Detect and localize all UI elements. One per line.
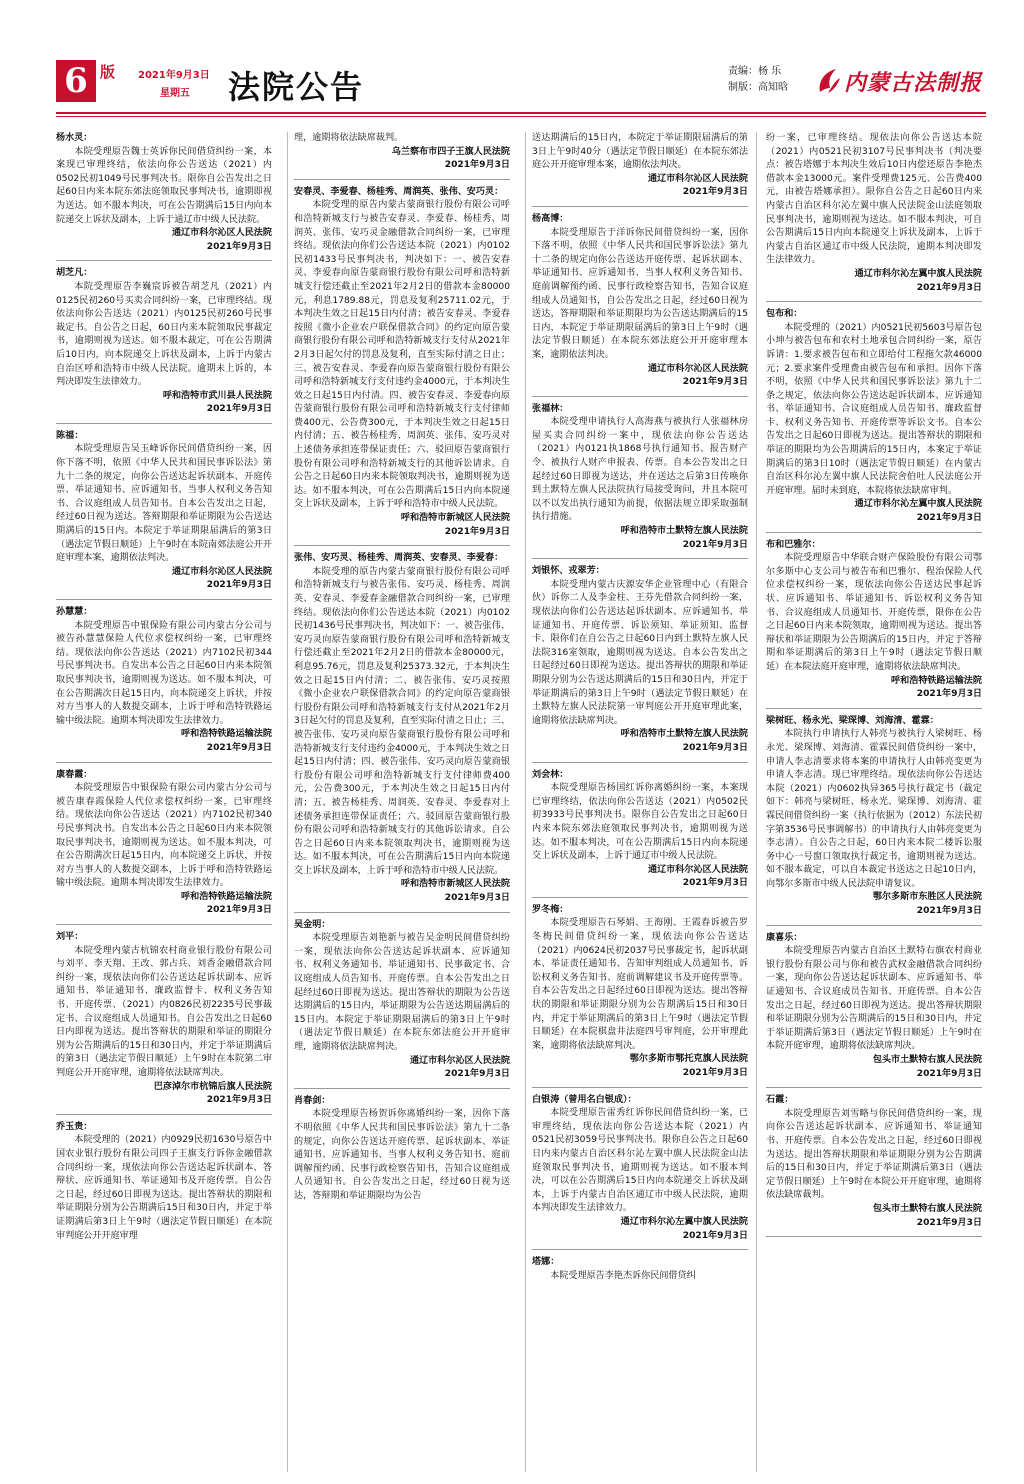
newspaper-name: 内蒙古法制报 (844, 70, 983, 96)
notice-date: 2021年9月3日 (532, 1230, 748, 1251)
notice-party: 安春灵、李爱春、杨桂秀、周润英、张伟、安巧灵： (294, 186, 504, 197)
notice-party: 吴金明： (294, 919, 331, 930)
notice-party: 康春霞： (56, 769, 93, 780)
notice-party: 胡芝凡： (56, 268, 93, 279)
column-divider (525, 132, 526, 1472)
header-rule-thin (56, 116, 986, 117)
column-divider (756, 132, 757, 1472)
notice-court: 呼和浩特铁路运输法院 (891, 675, 982, 686)
notice-date: 2021年9月3日 (56, 241, 272, 262)
notice-party: 康喜乐： (766, 932, 803, 943)
notice-party: 张伟、安巧灵、杨桂秀、周润英、安春灵、李爱春： (294, 553, 504, 564)
notice-party: 刘平： (56, 932, 84, 943)
notice-body: 本院受理原告刘艳新与被告吴金明民间借贷纠纷一案，现依法向你公告送达起诉状副本、应诉通知书、权利义务通知书、举证通知书、民事裁定书、合议庭组成人员告知书、开庭传票。自本公告发出之日起经过60日即视为送达。提出答辩状的期限为公告送达期满后的15日内，举证期限为公告送达期届满后的15日内。本院定于举证期限届满后的第3日上午9时（遇法定节假日顺延）在本院东郊法庭公开开庭审理，逾期将依法缺席判决。 (294, 933, 510, 1052)
court-notice (766, 539, 982, 709)
notice-date: 2021年9月3日 (532, 742, 748, 763)
notice-party: 张福林： (532, 403, 569, 414)
notice-court: 鄂尔多斯市东胜区人民法院 (872, 892, 982, 903)
notice-date: 2021年9月3日 (766, 1068, 982, 1089)
notice-date: 2021年9月3日 (56, 1094, 272, 1115)
notice-date: 2021年9月3日 (532, 376, 748, 397)
court-notice (56, 267, 272, 424)
notice-party: 陈福： (56, 430, 84, 441)
notice-body: 本院受理原告李艳杰诉你民间借贷纠 (550, 1270, 696, 1281)
court-notice (766, 132, 982, 302)
notice-court: 通辽市科尔沁区人民法院 (647, 864, 748, 875)
notice-date: 2021年9月3日 (766, 1217, 982, 1238)
court-notice (294, 919, 510, 1089)
court-notice (532, 1256, 748, 1283)
logo-emblem-icon (816, 66, 842, 96)
court-notice (294, 1095, 510, 1204)
notice-court: 通辽市科尔沁左翼中旗人民法院 (620, 1216, 748, 1227)
issue-date: 2021年9月3日 (138, 70, 210, 81)
notice-body: 本院受理原告雷秀红诉你民间借贷纠纷一案，已审理终结，现依法向你公告送达本院（2021）内0521民初3059号民事判决书。限你自公告之日起60日内来内蒙古自治区科尔沁左翼中旗人民法院金山法庭领取民事判决书，逾期则视为送达。如不服本判决，可以在公告期满后15日内向本院递交上诉状及副本，上诉于内蒙古自治区通辽市中级人民法院，逾期本判决即发生法律效力。 (532, 1108, 748, 1214)
court-notice (766, 308, 982, 533)
court-notice (532, 769, 748, 898)
notice-body: 送达期满后的15日内，本院定于举证期限届满后的第3日上午9时40分（遇法定节假日顺延）在本院东郊法庭公开开庭审理本案，逾期依法判决。 (532, 133, 748, 171)
court-notice (532, 132, 748, 207)
notice-party: 白银涛（曾用名白银成）： (532, 1094, 637, 1105)
notice-court: 鄂尔多斯市鄂托克旗人民法院 (629, 1054, 748, 1065)
notice-body: 本院受理原告石琴娟、王海刚、王霞春诉被告罗冬梅民间借贷纠纷一案，现依法向你公告送达（2021）内0624民初2037号民事裁定书，起诉状副本、举证责任通知书、告知审判组成人员通知书、诉讼权利义务告知书、庭前调解建议书及开庭传票等。自本公告发出之日起经过60日即视为送达。提出答辩状的期限和举证期限分别为公告期满后15日和30日内，并定于举证期满后的第3日上午9时（遇法定节假日顺延）在本院棋盘井法庭四号审判庭，公开审理此案，逾期将依法缺席判决。 (532, 918, 748, 1051)
court-notice (56, 769, 272, 926)
column-divider (287, 132, 288, 1472)
notice-body: 本院受理的（2021）内0929民初1630号原告中国农业银行股份有限公司四子王旗支行诉你金融借款合同纠纷一案，现依法向你公告送达起诉状副本、答辩状、应诉通知书、举证通知书及开庭传票。自公告之日起，经过60日即视为送达。提出答辩状的期限和举证期限分别为公告期满后15日和30日内，并定于举证期满后第3日上午9时（遇法定节假日顺延）在本院审判庭公开开庭审理 (56, 1135, 272, 1241)
notice-court: 通辽市科尔沁区人民法院 (647, 173, 748, 184)
notice-body: 本院受理原告中银保险有限公司内蒙古分公司与被告孙慧慧保险人代位求偿权纠纷一案，已审理终结。现依法向你公告送达（2021）内7102民初344号民事判决书。自发出本公告之日起60日内来本院领取民事判决书，逾期则视为送达。如不服本判决，可在公告期满次日起15日内，向本院递交上诉状，并按对方当事人的人数提交副本，上诉于呼和浩特铁路运输中级法院。逾期本判决即发生法律效力。 (56, 620, 272, 726)
notice-party: 布和巴雅尔： (766, 539, 821, 550)
notice-date: 2021年9月3日 (532, 539, 748, 560)
court-notice (56, 430, 272, 600)
notice-party: 石霞： (766, 1095, 794, 1106)
notice-court: 呼和浩特铁路运输法院 (181, 729, 272, 740)
notice-body: 本院受理申请执行人高海燕与被执行人张福林房屋买卖合同纠纷一案中，现依法向你公告送达（2021）内0121执1868号执行通知书、报告财产令、被执行人财产申报表、传票。自本公告发出之日起经过60日即视为送达，并在送达之后第3日传唤你到土默特左旗人民法院执行局接受询问，并且本院可以不以发出执行通知为前提，依据法规立即采取强制执行措施。 (532, 417, 748, 523)
notice-body: 本院受理原告魏士英诉你民间借贷纠纷一案，本案现已审理终结，依法向你公告送达（2021）内0502民初1049号民事判决书。限你自公告发出之日起60日内来本院东郊法庭领取民事判决书，逾期即视为送达。如不服本判决，可在公告期满后15日内向本院递交上诉状及副本，上诉于通辽市中级人民法院。 (56, 146, 272, 225)
credits (728, 64, 788, 96)
court-notice (532, 403, 748, 560)
notice-court: 通辽市科尔沁区人民法院 (409, 1055, 510, 1066)
notice-court: 呼和浩特铁路运输法院 (181, 891, 272, 902)
court-notice (294, 132, 510, 180)
column-3 (532, 132, 748, 1472)
notice-court: 乌兰察布市四子王旗人民法院 (391, 146, 510, 157)
notice-date: 2021年9月3日 (56, 403, 272, 424)
notice-court: 通辽市科尔沁左翼中旗人民法院 (854, 499, 982, 510)
notice-party: 刘银怀、戎翠芳： (532, 566, 605, 577)
court-notice (766, 932, 982, 1089)
notice-court: 通辽市科尔沁左翼中旗人民法院 (854, 268, 982, 279)
notice-columns (56, 132, 986, 1472)
court-notice (766, 1094, 982, 1237)
notice-court: 呼和浩特市新城区人民法院 (400, 879, 510, 890)
notice-court: 呼和浩特市新城区人民法院 (400, 513, 510, 524)
masthead (56, 60, 986, 108)
notice-body: 理，逾期将依法缺席裁判。 (294, 133, 404, 143)
court-notice (532, 213, 748, 397)
notice-body: 本院受理原告于洋诉你民间借贷纠纷一案，因你下落不明，依照《中华人民共和国民事诉讼法》第九十二条的规定向你公告送达开庭传票、起诉状副本、举证通知书、应诉通知书、当事人权利义务告知书、庭前调解预约函、民事行政检察告知书，告知合议庭组成人员通知书，自公告发出之日起，经过60日视为送达，答辩期限和举证期限均为公告送达期满后的15日内，本院定于举证期限届满后的第3日上午9时（遇法定节假日顺延）在本院东郊法庭公开开庭审理本案，逾期依法判决。 (532, 227, 748, 360)
court-notice (294, 186, 510, 546)
notice-body: 本院受理原告李巍宸诉被告胡芝凡（2021）内0125民初260号买卖合同纠纷一案，已审理终结。现依法向你公告送达（2021）内0125民初260号民事裁定书。自公告之日起，60日内来本院领取民事裁定书，逾期则视为送达。如不服本裁定，可在公告期满后10日内，向本院递交上诉状及副本，上诉于内蒙古自治区呼和浩特市中级人民法院。逾期未上诉的，本判决即发生法律效力。 (56, 281, 272, 388)
court-notice (56, 1121, 272, 1243)
notice-date: 2021年9月3日 (532, 877, 748, 898)
notice-body: 本院受理原告刘雪略与你民间借贷纠纷一案，现向你公告送达起诉状副本、应诉通知书、举证通知书、开庭传票。自本公告发出之日起，经过60日即视为送达。提出答辩状期限和举证期限分别为公告期满后的15日和30日内，并定于举证期满后第3日（遇法定节假日顺延）上午9时在本院公开开庭审理，逾期将依法缺席裁判。 (766, 1108, 982, 1201)
notice-body: 本院受理内蒙古杭锦农村商业银行股份有限公司与刘平、李天翔、王改、郭占兵、刘香金融借款合同纠纷一案，现依法向你们公告送达起诉状副本、应诉通知书、举证通知书、廉政监督卡、权利义务告知书、开庭传票、（2021）内0826民初2235号民事裁定书、合议庭组成人员通知书。自公告发出之日起60日内即视为送达。提出答辩状的期限和举证的期限分别为公告期满后的15日和30日内，并定于举证期满后的第3日（遇法定节假日顺延）上午9时在本院第二审判庭公开开庭审理，逾期将依法缺席判决。 (56, 945, 272, 1078)
notice-date: 2021年9月3日 (56, 579, 272, 600)
section-title: 法院公告 (228, 68, 365, 106)
notice-court: 通辽市科尔沁区人民法院 (171, 228, 272, 239)
notice-court: 通辽市科尔沁区人民法院 (171, 566, 272, 577)
notice-body: 本院执行申请执行人韩亮与被执行人梁树旺、杨永光、梁琛博、刘海清、霍霖民间借贷纠纷一案中，申请人李志清要求将本案的申请执行人由韩亮变更为申请人李志清。现已审理终结。现依法向你公告送达本院（2021）内0602执异365号执行裁定书（裁定如下：韩亮与梁树旺、杨永光、梁琛博、刘海清、霍霖民间借贷纠纷一案（执行依据为（2012）东法民初字第3536号民事调解书）的申请执行人由韩亮变更为李志清）。自公告之日起，60日内来本院二楼诉讼服务中心一号窗口领取执行裁定书，逾期则视为送达。如不服本裁定，可以自本裁定书送达之日起10日内，向鄂尔多斯市中级人民法院申请复议。 (766, 729, 982, 889)
notice-body: 本院受理内蒙古庆源安华企业管理中心（有限合伙）诉你二人及李金柱、王芬先借款合同纠纷一案，现依法向你们公告送达起诉状副本、应诉通知书、举证通知书、开庭传票、诉讼须知、举证须知、监督卡、限你们在自公告之日起60日内到土默特左旗人民法院316室领取，逾期则视为送达。自本公告发出之日起经过60日即视为送达。提出答辩状的期限和举证期限分别为公告送达期满后的15日和30日内，并定于举证期满后的第3日上午9时（遇法定节假日顺延）在土默特左旗人民法院第一审判庭公开开庭审理此案，逾期将依法缺席判决。 (532, 579, 748, 726)
column-4 (766, 132, 982, 1472)
notice-body: 本院受理原告内蒙古自治区土默特右旗农村商业银行股份有限公司与你和被告武权金融借款合同纠纷一案，现向你公告送达起诉状副本、应诉通知书、举证通知书、合议庭成员告知书、开庭传票。自本公告发出之日起，经过60日即视为送达。提出答辩状期限和举证期限分别为公告期满后的15日和30日内，并定于举证期满后第3日（遇法定节假日顺延）上午9时在本院开庭审理，逾期将依法缺席判决。 (766, 946, 982, 1052)
notice-court: 包头市土默特右旗人民法院 (872, 1203, 982, 1214)
column-2 (294, 132, 510, 1472)
court-notice (532, 565, 748, 762)
notice-court: 呼和浩特市土默特左旗人民法院 (620, 729, 748, 740)
notice-party: 刘会林： (532, 769, 569, 780)
column-1 (56, 132, 272, 1472)
notice-party: 杨高博： (532, 213, 569, 224)
issue-weekday: 星期五 (160, 88, 190, 99)
notice-date: 2021年9月3日 (294, 1068, 510, 1089)
court-notice (56, 606, 272, 763)
notice-date: 2021年9月3日 (766, 282, 982, 303)
notice-court: 包头市土默特右旗人民法院 (872, 1055, 982, 1065)
court-notice (532, 904, 748, 1088)
notice-date: 2021年9月3日 (294, 159, 510, 180)
notice-body: 本院受理原告中银保险有限公司内蒙古分公司与被告康春霞保险人代位求偿权纠纷一案，已审理终结。现依法向你公告送达（2021）内7102民初340号民事判决书。自发出本公告之日起60日内来本院领取民事判决书，逾期则视为送达。如不服本判决，可在公告期满次日起15日内，向本院递交上诉状，并按对方当事人的人数提交副本，上诉于呼和浩特铁路运输中级法院。逾期本判决即发生法律效力。 (56, 783, 272, 889)
header-rule (56, 112, 986, 114)
court-notice (294, 552, 510, 912)
notice-date: 2021年9月3日 (56, 742, 272, 763)
producer-credit: 制版：高知晗 (728, 82, 788, 93)
notice-body: 本院受理的原告内蒙古蒙商银行股份有限公司呼和浩特新城支行与被告张伟、安巧灵、杨桂秀、周润英、安春灵、李爱春金融借款合同纠纷一案，已审理终结。现依法向你们公告送达本院（2021）内0102民初1436号民事判决书，判决如下：一、被告张伟、安巧灵向原告蒙商银行股份有限公司呼和浩特新城支行偿还截止至2021年2月2日的借款本金80000元，利息95.76元，罚息及复利25373.32元，于本判决生效之日起15日内付清；二、被告张伟、安巧灵按照《微小企业农户联保借款合同》的约定向原告蒙商银行股份有限公司呼和浩特新城支行支付从2021年2月3日起欠付的罚息及复利，直至实际付清之日止；三、被告张伟、安巧灵向原告蒙商银行股份有限公司呼和浩特新城支行支付违约金4000元，于本判决生效之日起15日内付清；四、被告张伟、安巧灵向原告蒙商银行股份有限公司呼和浩特新城支行支付律师费400元，公告费300元，于本判决生效之日起15日内付清；五、被告杨桂秀、周润英、安春灵、李爱春对上述债务承担连带保证责任；六、驳回原告蒙商银行股份有限公司呼和浩特新城支行的其他诉讼请求。自公告之日起60日内来本院领取判决书，逾期则视为送达。如不服本判决，可在公告期满后15日内向本院递交上诉状及副本，上诉于呼和浩特市中级人民法院。 (294, 566, 510, 876)
notice-court: 呼和浩特市武川县人民法院 (162, 390, 272, 401)
notice-party: 乔玉贵： (56, 1121, 93, 1132)
notice-court: 通辽市科尔沁区人民法院 (647, 363, 748, 374)
notice-date: 2021年9月3日 (56, 904, 272, 925)
notice-date: 2021年9月3日 (294, 892, 510, 913)
notice-body: 本院受理的原告内蒙古蒙商银行股份有限公司呼和浩特新城支行与被告安春灵、李爱春、杨桂秀、周润英、张伟、安巧灵金融借款合同纠纷一案，已审理终结。现依法向你们公告送达本院（2021）内0102民初1433号民事判决书，判决如下：一、被告安春灵、李爱春向原告蒙商银行股份有限公司呼和浩特新城支行偿还截止至2021年2月2日的借款本金80000元，利息1789.88元，罚息及复利25711.02元，于本判决生效之日起15日内付清；被告安春灵、李爱春按照《微小企业农户联保借款合同》的约定向原告蒙商银行股份有限公司呼和浩特新城支行支付从2021年2月3日起欠付的罚息及复利，直至实际付清之日止；三、被告安春灵、李爱春向原告蒙商银行股份有限公司呼和浩特新城支行支付违约金4000元，于本判决生效之日起15日内付清。四、被告安春灵、李爱春向原告蒙商银行股份有限公司呼和浩特新城支行支付律师费400元、公告费300元，于本判决生效之日起15日内付清；五、被告杨桂秀、周润英、张伟、安巧灵对上述债务承担连带保证责任；六、驳回原告蒙商银行股份有限公司呼和浩特新城支行的其他诉讼请求。自公告之日起60日内来本院领取判决书，逾期则视为送达。如不服本判决，可在公告期满后15日内向本院递交上诉状及副本，上诉于呼和浩特市中级人民法院。 (294, 200, 510, 510)
notice-body: 本院受理原告中华联合财产保险股份有限公司鄂尔多斯中心支公司与被告布和巴雅尔、程治保险人代位求偿权纠纷一案，现依法向你公告送达民事起诉状、应诉通知书、举证通知书、诉讼权利义务告知书、合议庭组成人员通知书、开庭传票，限你在公告之日起60日内来本院领取，逾期则视为送达。提出答辩状和举证期限为公告期满后的15日内，并定于答辩期和举证期满后的第3日上午9时（遇法定节假日顺延）在本院法庭开庭审理，逾期将依法缺席判决。 (766, 553, 982, 672)
court-notice (532, 1094, 748, 1251)
notice-date: 2021年9月3日 (766, 905, 982, 926)
editor-credit: 责编：杨 乐 (728, 66, 782, 77)
notice-court: 呼和浩特市土默特左旗人民法院 (620, 526, 748, 537)
notice-court: 巴彦淖尔市杭锦后旗人民法院 (153, 1081, 272, 1092)
court-notice (56, 931, 272, 1115)
notice-party: 包布和： (766, 309, 803, 320)
court-notice (766, 715, 982, 926)
notice-date: 2021年9月3日 (294, 526, 510, 547)
notice-party: 杨水灵： (56, 133, 93, 143)
newspaper-logo (816, 60, 996, 100)
notice-body: 本院受理原告杨贺诉你离婚纠纷一案，因你下落不明依照《中华人民共和国民事诉讼法》第九十二条的规定，向你公告送达开庭传票、起诉状副本、举证通知书、应诉通知书、当事人权利义务告知书、庭前调解预约函、民事行政检察告知书，告知合议庭组成人员通知书。自公告发出之日起，经过60日视为送达，答辩期和举证期限均为公告 (294, 1109, 510, 1201)
notice-party: 塔娜： (532, 1257, 560, 1268)
notice-party: 梁树旺、杨永光、梁琛博、刘海清、霍霖： (766, 715, 939, 726)
notice-party: 肖春剑： (294, 1095, 331, 1106)
notice-date: 2021年9月3日 (532, 1067, 748, 1088)
notice-body: 本院受理的（2021）内0521民初5603号原告包小坤与被告包布和农村土地承包合同纠纷一案，原告诉请：1.要求被告包布和立即给付工程拖欠款46000元；2.要求案件受理费由被告包布和承担。因你下落不明，依照《中华人民共和国民事诉讼法》第九十二条之规定，依法向你公告送达起诉状副本、应诉通知书、举证通知书、合议庭组成人员告知书、廉政监督卡、权利义务告知书、开庭传票等诉讼文书。自本公告发出之日起60日即视为送达。提出答辩状的期限和举证的期限均为公告期满后的15日内，本案定于举证期满后的第3日10时（遇法定节假日顺延）在内蒙古自治区科尔沁左翼中旗人民法院舍伯吐人民法庭公开开庭审理。届时未到庭，本院将依法缺席审判。 (766, 322, 982, 496)
notice-party: 孙慧慧： (56, 607, 93, 617)
notice-date: 2021年9月3日 (766, 688, 982, 709)
notice-body: 纷一案，已审理终结。现依法向你公告送达本院（2021）内0521民初3107号民事判决书（判决要点：被告塔娜于本判决生效后10日内偿还原告李艳杰借款本金13000元。案件受理费125元、公告费400元，由被告塔娜承担）。限你自公告之日起60日内来内蒙古自治区科尔沁左翼中旗人民法院金山法庭领取民事判决书，逾期则视为送达。如不服本判决，可自公告期满后15日内向本院递交上诉状及副本，上诉于内蒙古自治区通辽市中级人民法院，逾期本判决即发生法律效力。 (766, 133, 982, 266)
notice-body: 本院受理原告杨国红诉你离婚纠纷一案，本案现已审理终结，依法向你公告送达（2021）内0502民初3933号民事判决书。限你自公告发出之日起60日内来本院东郊法庭领取民事判决书，逾期则视为送达。如不服本判决，可在公告期满后15日内向本院递交上诉状及副本，上诉于通辽市中级人民法院。 (532, 783, 748, 862)
page-label: 版 (100, 63, 116, 81)
court-notice (56, 132, 272, 261)
page-number: 6 (56, 60, 96, 102)
notice-date: 2021年9月3日 (532, 186, 748, 207)
notice-date: 2021年9月3日 (766, 512, 982, 533)
notice-body: 本院受理原告吴玉峰诉你民间借贷纠纷一案，因你下落不明，依照《中华人民共和国民事诉讼法》第九十二条的规定，向你公告送达起诉状副本、开庭传票、举证通知书、应诉通知书、当事人权利义务告知书、合议庭组成人员告知书。自本公告发出之日起，经过60日视为送达。答辩期限和举证期限为公告送达期满后的15日内。本院定于举证期限届满后的第3日（遇法定节假日顺延）上午9时在本院南郊法庭公开开庭审理本案，逾期依法判决。 (56, 444, 272, 564)
notice-party: 罗冬梅： (532, 904, 569, 915)
